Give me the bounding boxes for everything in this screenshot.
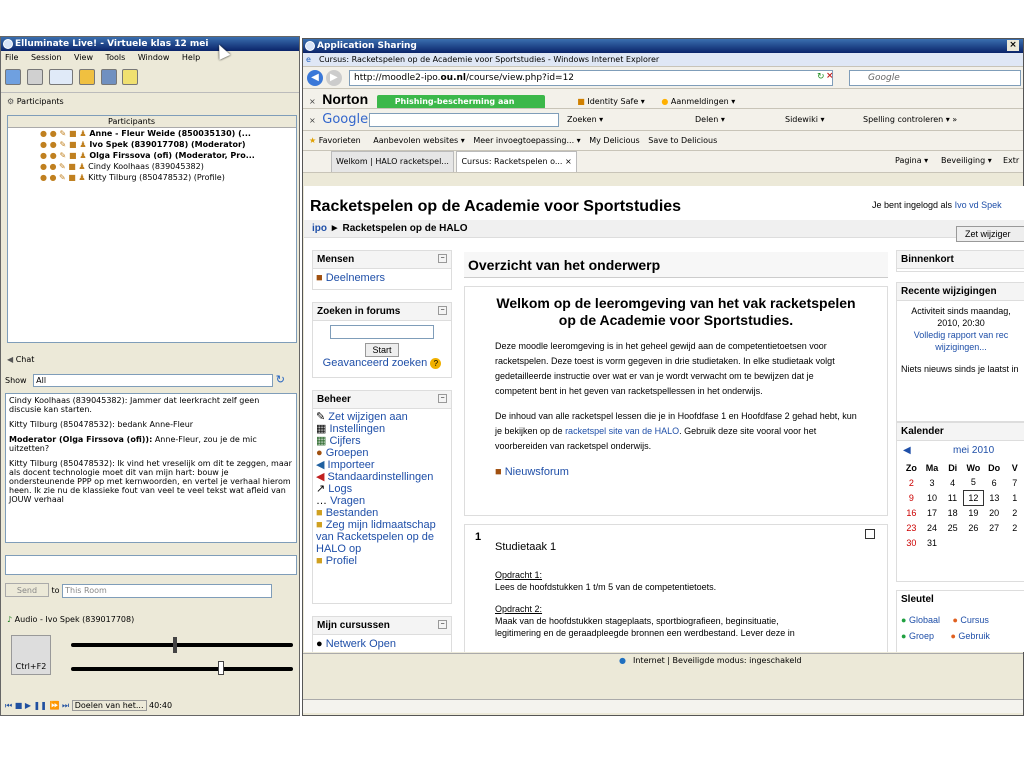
chat-input[interactable] (5, 555, 297, 575)
overview-heading: Overzicht van het onderwerp (464, 252, 888, 278)
folder-icon: ■ (316, 507, 326, 519)
admin-item[interactable]: ◀ Importeer (316, 459, 375, 471)
calendar-today[interactable]: 12 (963, 490, 984, 505)
participants-section-label: ⚙ Participants (7, 97, 64, 106)
admin-item[interactable]: ✎ Zet wijzigen aan (316, 411, 408, 423)
participant-row[interactable]: ● ● ✎ ■ ♟ Ivo Spek (839017708) (Moderator) (40, 140, 246, 149)
chat-message: Kitty Tilburg (850478532): bedank Anne-Fleur (9, 420, 194, 429)
login-info: Je bent ingelogd als Ivo vd Spek (872, 200, 1002, 210)
menu-window[interactable]: Window (137, 53, 170, 62)
topic-number: 1 (475, 531, 482, 543)
collapse-icon[interactable]: − (438, 306, 447, 315)
calendar-day-header: Zo Ma Di Wo Do V (905, 462, 1018, 473)
send-row (5, 583, 272, 598)
calendar-month[interactable]: mei 2010 (953, 445, 995, 456)
people-icon: ■ (316, 272, 326, 284)
participants-header[interactable]: Participants (8, 116, 296, 128)
block-mijn-cursussen (312, 616, 452, 652)
intro-paragraph-2: De inhoud van alle racketspel lessen die je in Hoofdfase 1 en Hoofdfase 2 gehad hebt, kun je bekijken op de racketspel site van de HALO. Gebruik deze site vooral voor het voorbereiden van racketspel onderwijs. (495, 411, 857, 451)
calendar-week: 16 17 18 19 20 2 (906, 507, 1018, 518)
playback-controls-icon[interactable]: ⏮ ■ ▶ ❚❚ ⏩ ⏭ (5, 701, 72, 710)
security-menu[interactable]: Beveiliging ▾ (941, 156, 992, 165)
assignment-2-text-cut: legitimering en de geraadpleegde bronnen een werdbestand. Lever deze in (495, 628, 795, 638)
speaker-slider-track (71, 667, 293, 671)
block-calendar (896, 422, 1024, 582)
breadcrumb: ipo ► Racketspelen op de HALO (304, 220, 1024, 238)
playback-time: 40:40 (149, 701, 173, 710)
chat-filter-select[interactable]: All (33, 374, 273, 387)
status-globe-icon: ● (619, 656, 626, 665)
elluminate-toolbar (1, 65, 299, 93)
mic-slider-thumb[interactable] (173, 637, 177, 653)
menu-help[interactable]: Help (181, 53, 201, 62)
prev-month-icon[interactable]: ◀ (903, 445, 911, 456)
layout-icon[interactable] (49, 69, 73, 85)
assignment-1-label: Opdracht 1: (495, 570, 543, 580)
google-logo: Google (322, 112, 369, 127)
admin-item[interactable]: ■ Zeg mijn lidmaatschap van Racketspelen op de HALO op (316, 519, 436, 555)
admin-item[interactable]: ■ Bestanden (316, 507, 379, 519)
sharing-hscroll[interactable] (303, 699, 1023, 713)
legend-course[interactable]: ● Cursus (952, 615, 989, 625)
profile-icon: ■ (316, 555, 326, 567)
menu-session[interactable]: Session (30, 53, 62, 62)
speaker-slider[interactable] (71, 667, 293, 671)
chat-show-row (5, 373, 297, 387)
favorites-bar (303, 131, 1023, 151)
chat-message: Kitty Tilburg (850478532): Ik vind het vreselijk om dit te zeggen, maar als docent technologie moet dit van mijn hart: bouw je ondersteunende PPP op met kernwoorden, en vertel je verhaal hierom heen. Ik zie nu de klassieke fout van veel te veel tekst wat afleid van JOUW verhaal (9, 459, 292, 504)
calendar-week: 30 31 (906, 537, 938, 548)
collapse-icon[interactable]: − (438, 620, 447, 629)
elluminate-title: Elluminate Live! - Virtuele klas 12 mei (15, 39, 209, 49)
block-title: Mijn cursussen (313, 617, 451, 635)
whiteboard-icon[interactable] (5, 69, 21, 85)
forum-search-button[interactable]: Start (365, 343, 399, 357)
participants-icon-small: ⚙ (7, 97, 17, 106)
menu-file[interactable]: File (5, 53, 19, 62)
ie-address-row (303, 67, 1023, 89)
search-input[interactable]: Google (849, 70, 1021, 86)
section-summary (464, 286, 888, 516)
block-mensen (312, 250, 452, 290)
welcome-title: Welkom op de leeromgeving van het vak racketspelen op de Academie voor Sportstudies. (496, 295, 856, 328)
recent-since: Activiteit sinds maandag, (911, 306, 1011, 316)
calendar-week: 23 24 25 26 27 2 (906, 522, 1018, 533)
print-icon[interactable] (27, 69, 43, 85)
block-forum-search (312, 302, 452, 378)
forward-icon[interactable]: ▶ (326, 70, 342, 86)
block-title: Zoeken in forums (313, 303, 451, 321)
participant-status-icons: ● ● ✎ ■ ♟ (40, 173, 89, 182)
user-event-icon: ● (950, 631, 959, 641)
admin-item[interactable]: … Vragen (316, 495, 366, 507)
playback-bar (5, 701, 172, 711)
speaker-slider-thumb[interactable] (218, 661, 224, 675)
legend-global[interactable]: ● Globaal (901, 615, 940, 625)
close-toolbar-icon[interactable]: × (309, 97, 316, 106)
course-event-icon: ● (952, 615, 961, 625)
phishing-status[interactable]: Phishing-bescherming aan (377, 95, 545, 109)
groups-icon: ● (316, 447, 326, 459)
close-icon[interactable]: × (1007, 40, 1019, 51)
identity-safe-button[interactable]: ■ Identity Safe ▾ (577, 97, 645, 106)
block-title: Recente wijzigingen (897, 283, 1024, 301)
logs-icon: ↗ (316, 483, 329, 495)
close-google-icon[interactable]: × (309, 116, 316, 125)
favorite-link[interactable]: My Delicious (589, 136, 640, 145)
course-link[interactable]: Netwerk Open (325, 638, 397, 650)
block-recent-activity (896, 282, 1024, 422)
collapse-icon[interactable]: − (438, 394, 447, 403)
audio-icon: ♪ (7, 615, 15, 624)
collapse-icon[interactable]: − (438, 254, 447, 263)
global-icon: ● (901, 615, 909, 625)
participant-status-icons: ● ● ✎ ■ ♟ (40, 129, 90, 138)
elluminate-menubar (1, 51, 299, 65)
block-beheer (312, 390, 452, 604)
block-title: Sleutel (897, 591, 1024, 608)
chapter-select[interactable]: Doelen van het... (72, 700, 147, 711)
page-menu[interactable]: Pagina ▾ (895, 156, 929, 165)
legend-group[interactable]: ● Groep (901, 631, 934, 641)
recent-none: Niets nieuws sinds je laatst in (901, 364, 1019, 374)
course-icon: ● (316, 638, 326, 650)
norton-toolbar (303, 89, 1023, 109)
sharing-title: Application Sharing (317, 41, 417, 51)
full-report-link[interactable]: Volledig rapport van rec wijzigingen... (913, 330, 1009, 352)
favorite-link[interactable]: Aanbevolen websites ▾ (373, 136, 465, 145)
topic-title: Studietaak 1 (495, 541, 557, 553)
calendar-week: 9 10 11 12 13 1 (901, 490, 1024, 505)
favorite-link[interactable]: Meer invoegtoepassing... ▾ (473, 136, 581, 145)
google-toolbar (303, 109, 1023, 131)
participants-rows (8, 128, 296, 183)
sharing-titlebar[interactable] (303, 39, 1023, 53)
identity-safe-icon: ■ (577, 97, 588, 106)
highlight-toggle[interactable] (865, 529, 875, 539)
recipient-select[interactable]: This Room (62, 584, 272, 598)
ie-status-bar (303, 653, 1023, 667)
moodle-page (304, 186, 1024, 652)
advanced-search-link[interactable]: Geavanceerd zoeken (322, 357, 428, 369)
chat-collapse-icon[interactable]: ◀ (7, 355, 16, 364)
group-event-icon: ● (901, 631, 909, 641)
block-binnenkort (896, 250, 1024, 272)
favorites-button[interactable]: ★ Favorieten (309, 136, 361, 145)
mic-slider-track (71, 643, 293, 647)
star-icon: ★ (309, 136, 319, 145)
participant-status-icons: ● ● ✎ ■ ♟ (40, 140, 90, 149)
menu-view[interactable]: View (74, 53, 93, 62)
elluminate-logo-icon (3, 39, 13, 49)
calendar-week: 2 3 4 5 6 7 (908, 477, 1018, 488)
questions-icon: … (316, 495, 331, 507)
address-input[interactable]: http://moodle2-ipo.ou.nl/course/view.php?id=12 (349, 70, 833, 86)
participant-row[interactable]: ● ● ✎ ■ ♟ Cindy Koolhaas (839045382) (40, 162, 204, 171)
chat-message: Cindy Koolhaas (839045382): Jammer dat leerkracht zelf geen discusie kan starten. (9, 396, 260, 414)
admin-item[interactable]: ■ Profiel (316, 555, 357, 567)
logins-button[interactable]: ● Aanmeldingen ▾ (661, 97, 736, 106)
block-title: Kalender (897, 423, 1024, 441)
ie-logo-icon: e (306, 55, 311, 64)
chat-message: Moderator (Olga Firssova (ofi)): Anne-Fleur, zou je de mic uitzetten? (9, 435, 257, 453)
back-icon[interactable]: ◀ (307, 70, 323, 86)
participant-status-icons: ● ● ✎ ■ ♟ (40, 151, 90, 160)
logins-icon: ● (661, 97, 671, 106)
assignment-1-text: Lees de hoofdstukken 1 t/m 5 van de competentietoets. (495, 582, 717, 592)
edit-mode-button[interactable]: Zet wijziger (956, 226, 1024, 242)
participant-row[interactable]: ● ● ✎ ■ ♟ Kitty Tilburg (850478532) (Profile) (40, 173, 225, 182)
elluminate-titlebar[interactable] (1, 37, 299, 51)
admin-item[interactable]: ▦ Instellingen (316, 423, 386, 435)
participants-icon[interactable] (101, 69, 117, 85)
chat-section-label: ◀ Chat (7, 355, 35, 364)
racketspel-site-link[interactable]: racketspel site van de HALO (565, 426, 680, 436)
ie-titlebar: e Cursus: Racketspelen op de Academie voor Sportstudies - Windows Internet Explorer (303, 53, 1023, 67)
login-user-link[interactable]: Ivo vd Spek (954, 200, 1002, 210)
course-title: Racketspelen op de Academie voor Sportstudies (310, 198, 682, 215)
delen-button[interactable]: Delen ▾ (695, 115, 725, 124)
block-legend (896, 590, 1024, 652)
sidewiki-button[interactable]: Sidewiki ▾ (785, 115, 825, 124)
unenrol-icon: ■ (316, 519, 326, 531)
grades-icon: ▦ (316, 435, 330, 447)
participants-link[interactable]: Deelnemers (325, 272, 386, 284)
google-search-input[interactable] (369, 113, 559, 127)
refresh-page-icon[interactable]: ↻ (817, 72, 825, 82)
google-search-button[interactable]: Zoeken ▾ (567, 115, 604, 124)
edit-icon: ✎ (316, 411, 329, 423)
sharing-logo-icon (305, 41, 315, 51)
talk-button[interactable]: Ctrl+F2 (11, 635, 51, 675)
settings-icon: ▦ (316, 423, 330, 435)
calendar-grid (901, 460, 1024, 550)
favorite-link[interactable]: Save to Delicious (648, 136, 718, 145)
menu-tools[interactable]: Tools (105, 53, 126, 62)
mic-slider[interactable] (71, 643, 293, 647)
forum-search-input[interactable] (330, 325, 434, 339)
tab-cursus[interactable]: Cursus: Racketspelen o... × (456, 151, 576, 173)
participants-list (7, 115, 297, 343)
import-icon: ◀ (316, 459, 328, 471)
block-title: Binnenkort (897, 251, 1024, 269)
admin-item[interactable]: ◀ Standaardinstellingen (316, 471, 434, 483)
norton-logo: Norton (322, 91, 369, 107)
topic-section (464, 524, 888, 652)
admin-item[interactable]: ● Groepen (316, 447, 369, 459)
breadcrumb-root[interactable]: ipo (312, 223, 327, 234)
admin-item[interactable]: ▦ Cijfers (316, 435, 361, 447)
forum-icon: ■ (495, 466, 505, 478)
reset-icon: ◀ (316, 471, 328, 483)
notes-icon[interactable] (122, 69, 138, 85)
to-label: to (51, 586, 60, 595)
status-text: Internet | Beveiligde modus: ingeschakeld (633, 656, 802, 665)
share-icon[interactable] (79, 69, 95, 85)
spelling-button[interactable]: Spelling controleren ▾ » (863, 115, 958, 124)
participant-row[interactable]: ● ● ✎ ■ ♟ Olga Firssova (ofi) (Moderator, Pro... (40, 151, 255, 160)
help-icon[interactable]: ? (430, 358, 441, 369)
tab-welkom[interactable]: Welkom | HALO racketspel... (331, 151, 454, 173)
elluminate-window (0, 36, 300, 716)
recent-time: 2010, 20:30 (937, 318, 985, 328)
refresh-icon[interactable]: ↻ (275, 373, 285, 386)
block-title: Beheer (313, 391, 451, 409)
stop-icon[interactable]: × (826, 71, 834, 81)
block-title: Mensen (313, 251, 451, 269)
participant-row[interactable]: ● ● ✎ ■ ♟ Anne - Fleur Weide (850035130) (... (40, 129, 251, 138)
intro-paragraph: Deze moodle leeromgeving is in het geheel gewijd aan de competentietoetsen voor racketspelen. Deze toest is vorm gegeven in drie studietaken. In elke studietaak volgt gedetailleerde instructie over wat er van je wordt verwacht om te bewijzen dat je competent bent in het geven van racketspellessen in het onderwijs. (495, 341, 835, 396)
send-button[interactable]: Send (5, 583, 49, 597)
extra-menu[interactable]: Extr (1003, 156, 1020, 165)
chat-transcript (5, 393, 297, 543)
participant-status-icons: ● ● ✎ ■ ♟ (40, 162, 89, 171)
tabs-bar (303, 151, 1023, 173)
assignment-2-label: Opdracht 2: (495, 604, 543, 614)
chat-show-label: Show (5, 376, 27, 385)
audio-section-label: ♪ Audio - Ivo Spek (839017708) (7, 615, 135, 624)
news-forum-link[interactable]: Nieuwsforum (504, 466, 569, 478)
legend-user[interactable]: ● Gebruik (950, 631, 990, 641)
admin-item[interactable]: ↗ Logs (316, 483, 353, 495)
assignment-2-text: Maak van de hoofdstukken stageplaats, sportbiografieen, beginsituatie, (495, 616, 779, 626)
